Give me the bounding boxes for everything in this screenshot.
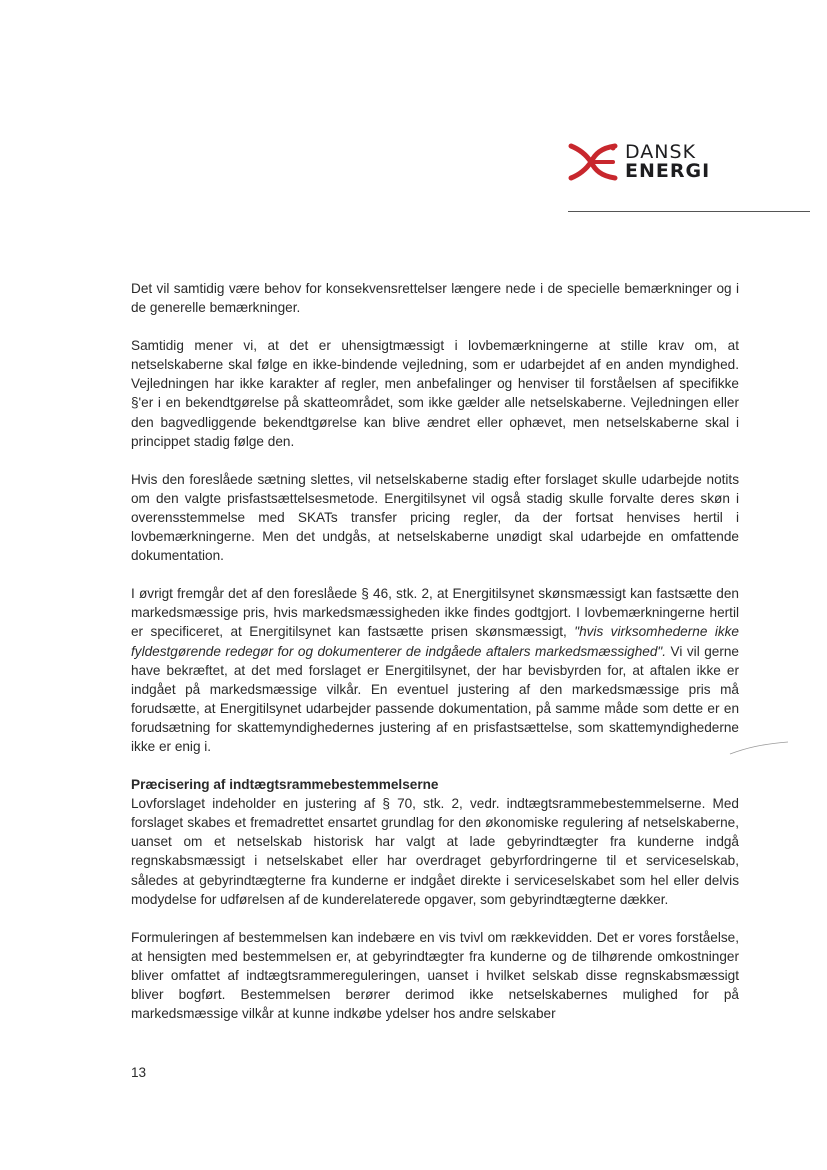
- dansk-energi-logo-mark-icon: [567, 140, 619, 184]
- burden-text-start: I øvrigt fremgår det af den foreslåede § 46, stk. 2, at Energitilsynet skønsmæssigt kan fastsætte den markedsmæssige pris, hvis markedsmæssigheden ikke findes godtgjort. I lovbemærkningerne hertil er specificeret, at Energitilsynet kan fastsætte prisen skønsmæssigt,: [131, 586, 739, 640]
- paragraph-burden-of-proof: [131, 584, 739, 756]
- burden-text-end: Vi vil gerne have bekræftet, at det med forslaget er Energitilsynet, der har bevisbyrden for, at aftalen ikke er indgået på markedsmæssige vilkår. En eventuel justering af den markedsmæssige pris må forudsætte, at Energitilsynet udarbejder passende dokumentation, på samme måde som dette er en forudsætning for skattemyndighedernes justering af en prisfastsættelse, som skattemyndighederne ikke er enig i.: [131, 643, 739, 754]
- dansk-energi-logo: [567, 140, 710, 184]
- burden-quote: "hvis virksomhederne ikke fyldestgørende redegør for og dokumenterer de indgåede aftalers markedsmæssighed".: [131, 624, 739, 659]
- section-heading: Præcisering af indtægtsrammebestemmelserne: [131, 777, 439, 793]
- paragraph-deleted-sentence: Hvis den foreslåede sætning slettes, vil netselskaberne stadig efter forslaget skulle udarbejde notits om den valgte prisfastsættelsesmetode. Energitilsynet vil også stadig skulle forvalte deres skøn i overensstemmelse med SKATs transfer pricing regler, da der fortsat henvises hertil i lovbemærkningerne. Men det undgås, at netselskaberne unødigt skal udarbejde en omfattende dokumentation.: [131, 471, 739, 564]
- letter-body: [131, 279, 739, 1042]
- paragraph-consequential-corrections: Det vil samtidig være behov for konsekvensrettelser længere nede i de specielle bemærkninger og i de generelle bemærkninger.: [131, 281, 739, 316]
- paragraph-revenue-framework: Lovforslaget indeholder en justering af § 70, stk. 2, vedr. indtægtsrammebestemmelserne. Med forslaget skabes et fremadrettet ensartet grundlag for den økonomiske regulering af netselskaberne, uanset om et netselskab historisk har valgt at lade gebyrindtægter fra kunderne indgå regnskabsmæssigt i netselskabet eller har overdraget gebyrfordringerne til et serviceselskab, således at gebyrindtægterne fra kunderne er indgået direkte i serviceselskabet som hel eller delvis modydelse for udførelsen af de kunderelaterede opgaver, som gebyrindtægterne dækker.: [131, 796, 739, 907]
- paragraph-formulation-scope: Formuleringen af bestemmelsen kan indebære en vis tvivl om rækkevidden. Det er vores forståelse, at hensigten med bestemmelsen er, at gebyrindtægter fra kunderne og de tilhørende omkostninger bliver omfattet af indtægtsrammereguleringen, uanset i hvilket selskab disse regnskabsmæssigt bliver bogført. Bestemmelsen berører derimod ikke netselskabernes mulighed for på markedsmæssige vilkår at kunne indkøbe ydelser hos andre selskaber: [131, 929, 739, 1022]
- logo-line-dansk: DANSK: [625, 141, 697, 163]
- header-rule: [568, 211, 810, 212]
- logo-line-energi: ENERGI: [625, 160, 711, 182]
- logo-wordmark: [625, 143, 710, 181]
- paragraph-guidance-concern: Samtidig mener vi, at det er uhensigtmæssigt i lovbemærkningerne at stille krav om, at netselskaberne skal følge en ikke-bindende vejledning, som er udarbejdet af en anden myndighed. Vejledningen har ikke karakter af regler, men anbefalinger og henviser til forståelsen af specifikke §'er i en bekendtgørelse på skatteområdet, som ikke gælder alle netselskaberne. Vejledningen eller den bagvedliggende bekendtgørelse kan blive ændret eller ophævet, men netselskaberne skal i princippet stadig følge den.: [131, 338, 739, 449]
- page-number: 13: [131, 1065, 147, 1080]
